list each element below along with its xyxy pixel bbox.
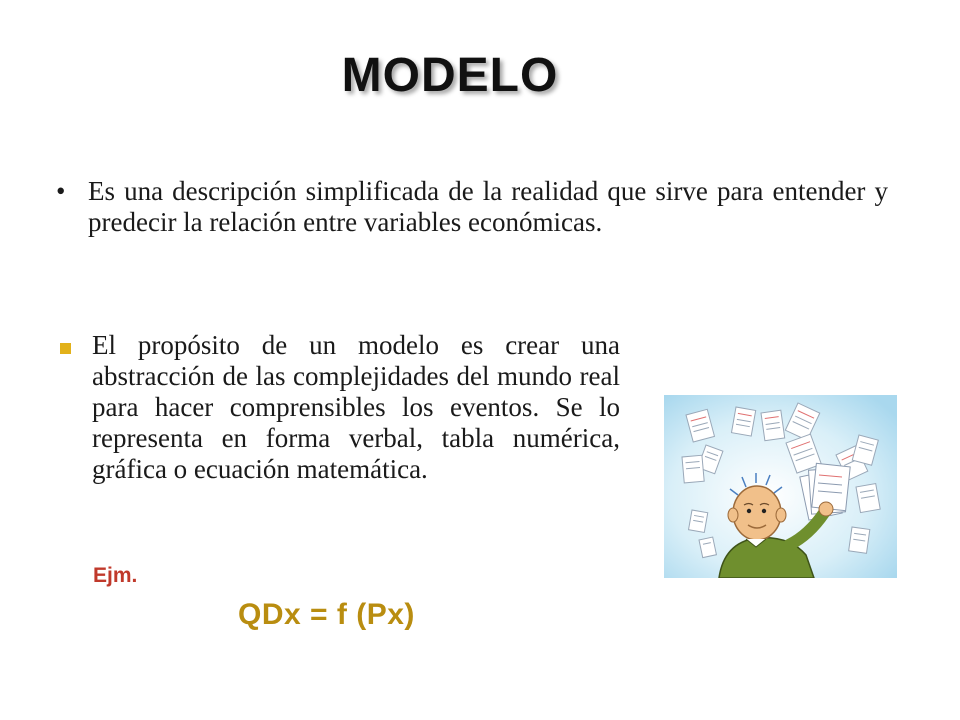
- bullet-dot-icon: •: [56, 176, 66, 206]
- man-head: [733, 486, 781, 540]
- man-hand: [819, 502, 833, 516]
- slide-title: MODELO: [341, 49, 559, 102]
- paper-icon: [849, 527, 870, 553]
- purpose-paragraph: El propósito de un modelo es crear una abstracción de las complejidades del mundo real para hacer comprensibles los eventos. Se lo representa en forma verbal, tabla numérica, gráfica o ecuación matemática.: [92, 330, 620, 484]
- square-bullet-icon: [60, 343, 71, 354]
- definition-paragraph: Es una descripción simplificada de la realidad que sirve para entender y predecir la relación entre variables económicas.: [88, 176, 888, 237]
- example-label: Ejm.: [93, 564, 138, 587]
- cartoon-man-flying-papers-illustration: [664, 395, 897, 578]
- paper-icon: [761, 410, 785, 441]
- paper-icon: [731, 407, 755, 436]
- demand-formula: QDx = f (Px): [238, 598, 415, 631]
- paper-icon: [699, 537, 716, 558]
- paper-icon: [856, 484, 880, 513]
- paper-icon: [682, 455, 704, 483]
- paper-icon: [689, 510, 708, 532]
